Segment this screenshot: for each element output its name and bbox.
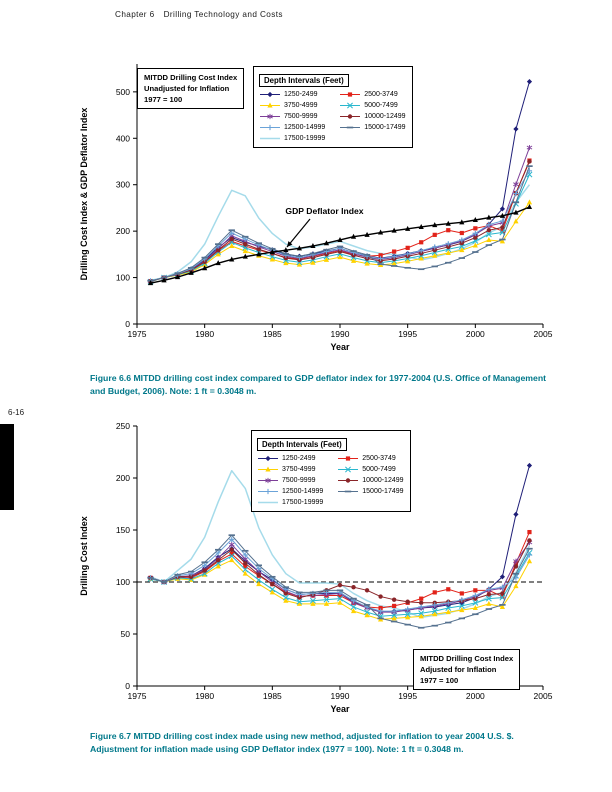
series-line-marker-icon (257, 498, 279, 507)
section-tab (0, 424, 14, 510)
svg-text:Drilling Cost Index & GDP Defl: Drilling Cost Index & GDP Deflator Index (79, 107, 89, 281)
depth-intervals-legend-fig66 (253, 66, 413, 148)
series-line-marker-icon (257, 487, 279, 496)
legend-label: 5000-7499 (364, 102, 398, 109)
svg-text:1990: 1990 (330, 691, 350, 701)
legend-label: 7500-9999 (284, 113, 318, 120)
svg-text:1980: 1980 (195, 691, 215, 701)
svg-text:2000: 2000 (465, 691, 485, 701)
page-number: 6-16 (8, 408, 25, 417)
svg-text:1990: 1990 (330, 329, 350, 339)
legend-label: 5000-7499 (362, 466, 396, 473)
legend-item (257, 476, 323, 485)
legend-title: Depth Intervals (Feet) (257, 438, 347, 451)
legend-label: 15000-17499 (364, 124, 406, 131)
legend-item (257, 465, 323, 474)
svg-text:1985: 1985 (262, 329, 282, 339)
svg-text:1975: 1975 (127, 329, 147, 339)
svg-text:500: 500 (115, 86, 130, 97)
legend-item (257, 454, 323, 463)
series-line-marker-icon (337, 487, 359, 496)
legend-label: 1250-2499 (284, 91, 318, 98)
figure-6-7-caption: Figure 6.7 MITDD drilling cost index made using new method, adjusted for inflation to year 2004 U.S. $. Adjustment for inflation made using GDP Deflator index (1977 = 100). Note: 1 ft = 0.3048 m. (90, 731, 514, 755)
info-box-line: Adjusted for Inflation (420, 665, 497, 674)
series-line-marker-icon (339, 101, 361, 110)
series-line-marker-icon (257, 476, 279, 485)
svg-text:2000: 2000 (465, 329, 485, 339)
legend-entries (257, 454, 404, 507)
svg-text:200: 200 (115, 226, 130, 237)
svg-text:Year: Year (330, 342, 350, 352)
svg-text:2005: 2005 (533, 329, 553, 339)
series-line-marker-icon (259, 112, 281, 121)
svg-text:0: 0 (125, 319, 130, 329)
info-box-line: Unadjusted for Inflation (144, 84, 230, 93)
legend-label: 3750-4999 (282, 466, 316, 473)
legend-entries (259, 90, 406, 143)
info-box-line: 1977 = 100 (144, 95, 183, 104)
svg-text:Drilling Cost Index: Drilling Cost Index (79, 516, 89, 596)
legend-item (339, 101, 405, 110)
svg-text:1975: 1975 (127, 691, 147, 701)
legend-item (339, 123, 405, 132)
svg-text:0: 0 (125, 681, 130, 691)
depth-intervals-legend-fig67 (251, 430, 411, 512)
chapter-number: Chapter 6 (115, 10, 155, 19)
svg-text:250: 250 (115, 421, 130, 431)
series-line-marker-icon (259, 90, 281, 99)
legend-item (339, 112, 405, 121)
legend-item (337, 454, 403, 463)
svg-text:1980: 1980 (195, 329, 215, 339)
legend-label: 12500-14999 (284, 124, 326, 131)
legend-item (337, 476, 403, 485)
svg-text:Year: Year (330, 704, 350, 714)
series-line-marker-icon (257, 454, 279, 463)
legend-label: 12500-14999 (282, 488, 324, 495)
svg-text:200: 200 (115, 473, 130, 483)
chapter-header (115, 10, 283, 19)
legend-item (257, 498, 323, 507)
legend-item (259, 134, 325, 143)
figure-6-6-caption: Figure 6.6 MITDD drilling cost index compared to GDP deflator index for 1977-2004 (U.S. Office of Management and Budget, 2006). Note: 1 ft = 0.3048 m. (90, 373, 547, 397)
legend-label: 10000-12499 (362, 477, 404, 484)
figure-6-6-chart-area (75, 56, 555, 366)
svg-text:300: 300 (115, 179, 130, 190)
svg-text:100: 100 (115, 272, 130, 283)
legend-title: Depth Intervals (Feet) (259, 74, 349, 87)
svg-text:400: 400 (115, 133, 130, 144)
svg-text:1995: 1995 (398, 329, 418, 339)
legend-item (259, 123, 325, 132)
series-line-marker-icon (257, 465, 279, 474)
legend-item (259, 112, 325, 121)
series-line-marker-icon (339, 112, 361, 121)
legend-item (337, 487, 403, 496)
legend-item (337, 465, 403, 474)
series-line-marker-icon (259, 101, 281, 110)
series-line-marker-icon (339, 90, 361, 99)
series-line-marker-icon (339, 123, 361, 132)
legend-label: 17500-19999 (284, 135, 326, 142)
legend-label: 17500-19999 (282, 499, 324, 506)
legend-item (339, 90, 405, 99)
legend-label: 7500-9999 (282, 477, 316, 484)
legend-item (259, 90, 325, 99)
gdp-deflator-annotation: GDP Deflator Index (285, 206, 364, 216)
series-line-marker-icon (337, 476, 359, 485)
info-box-line: MITDD Drilling Cost Index (420, 654, 514, 663)
series-line-marker-icon (337, 465, 359, 474)
adjusted-index-note-box (413, 649, 520, 690)
svg-text:1995: 1995 (398, 691, 418, 701)
legend-label: 2500-3749 (362, 455, 396, 462)
legend-label: 1250-2499 (282, 455, 316, 462)
legend-item (259, 101, 325, 110)
unadjusted-index-note-box (137, 68, 244, 109)
svg-text:50: 50 (120, 629, 130, 639)
legend-label: 15000-17499 (362, 488, 404, 495)
svg-text:2005: 2005 (533, 691, 553, 701)
chapter-title: Drilling Technology and Costs (163, 10, 283, 19)
legend-item (257, 487, 323, 496)
svg-text:1985: 1985 (262, 691, 282, 701)
info-box-line: MITDD Drilling Cost Index (144, 73, 238, 82)
series-line-marker-icon (259, 123, 281, 132)
svg-text:100: 100 (115, 577, 130, 587)
svg-text:150: 150 (115, 525, 130, 535)
series-line-marker-icon (337, 454, 359, 463)
figure-6-7-chart-area (75, 416, 555, 726)
legend-label: 10000-12499 (364, 113, 406, 120)
series-line-marker-icon (259, 134, 281, 143)
legend-label: 2500-3749 (364, 91, 398, 98)
info-box-line: 1977 = 100 (420, 676, 459, 685)
legend-label: 3750-4999 (284, 102, 318, 109)
